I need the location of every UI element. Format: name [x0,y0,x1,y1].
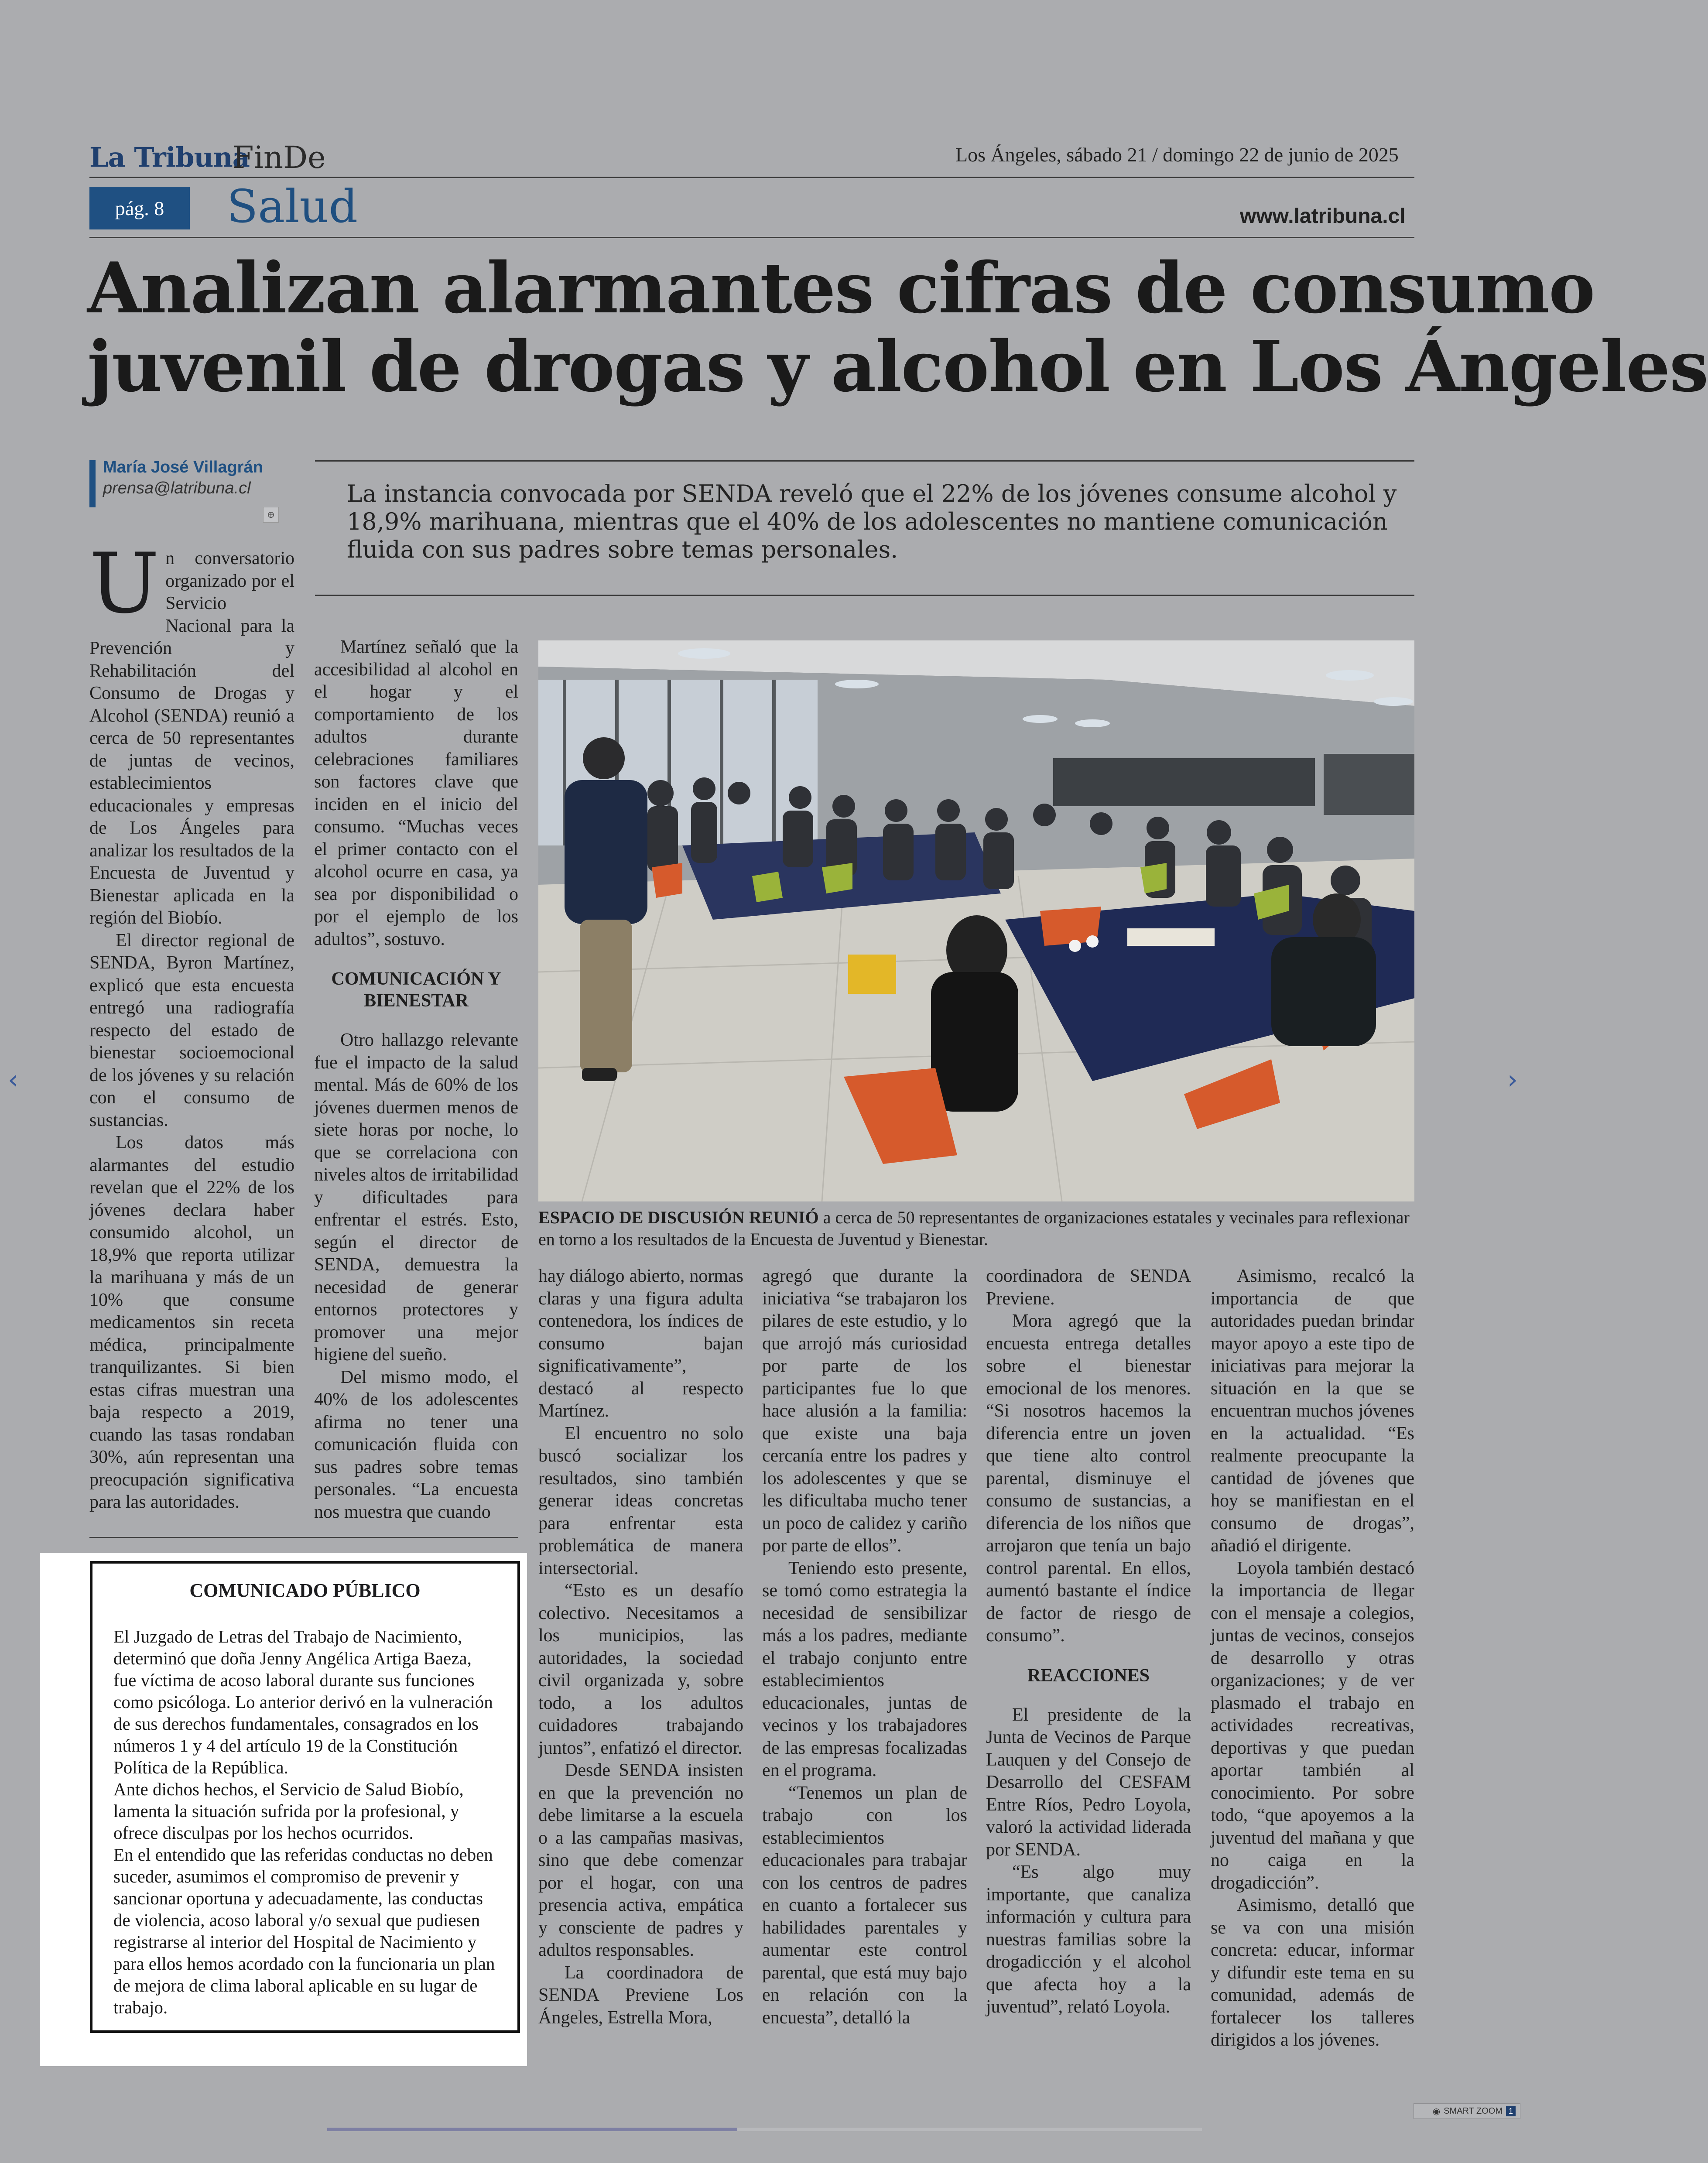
author-email[interactable]: prensa@latribuna.cl [103,479,251,497]
article-column-1: Un conversatorio organizado por el Servicio Nacional para la Prevención y Rehabilitación del Consumo de Drogas y Alcohol (SENDA) reunió a cerca de 50 representantes de juntas de vecinos, establecimientos educacionales y empresas de Los Ángeles para analizar los resultados de la Encuesta de Juventud y Bienestar aplicada en la región del Biobío. El director regional de SENDA, Byron Martínez, explicó que esta encuesta entregó una radiografía respecto del estado de bienestar socioemocional de los jóvenes y su relación con el consumo de sustancias. Los datos más alarmantes del estudio revelan que el 22% de los jóvenes declara haber consumido alcohol, un 18,9% que reporta utilizar la marihuana y más de un 10% que consume medicamentos sin receta médica, principalmente tranquilizantes. Si bien estas cifras muestran una baja respecto a 2019, cuando las tasas rondaban 30%, aún representan una preocupación significativa para las autoridades. [89,535,294,1512]
headline: Analizan alarmantes cifras de consumo juvenil de drogas y alcohol en Los Ángeles [87,247,1708,407]
lead-bottom-rule [315,595,1414,596]
masthead-rule [89,177,1414,178]
next-page-icon[interactable]: › [1507,1064,1518,1095]
article-column-5: coordinadora de SENDA Previene. Mora agregó que la encuesta entrega detalles sobre el bienestar emocional de los menores. “Si nosotros hacemos la diferencia entre un joven que tiene alto control parental, disminuye el consumo de sustancias, a diferencia de los niños que arrojaron que tenía un bajo control parental. En ellos, aumentó bastante el índice de factor de riesgo de consumo”. REACCIONES El presidente de la Junta de Vecinos de Parque Lauquen y del Consejo de Desarrollo del CESFAM Entre Ríos, Pedro Loyola, valoró la actividad liderada por SENDA. “Es algo muy importante, que canaliza información y cultura para nuestras familias sobre la drogadicción y el alcohol que afecta hoy a la juventud”, relató Loyola. [986,1266,1191,2017]
column-rule [89,1537,518,1538]
masthead [89,139,978,178]
scrollbar-thumb[interactable] [327,2128,737,2131]
supplement-name: FinDe [233,140,326,175]
logo: La Tribuna [89,141,250,173]
photo-caption: ESPACIO DE DISCUSIÓN REUNIÓ a cerca de 50 representantes de organizaciones estatales y vecinales para reflexionar en torno a los resultados de la Encuesta de Juventud y Bienestar. [538,1208,1410,1249]
section-rule [89,237,1414,238]
lead-top-rule [315,460,1414,462]
notice-title: COMUNICADO PÚBLICO [189,1580,421,1601]
dateline: Los Ángeles, sábado 21 / domingo 22 de junio de 2025 [955,144,1399,166]
eye-icon: ◉ [1432,2106,1441,2116]
byline-bar [89,460,96,507]
subhead-reacciones: REACCIONES [1027,1665,1150,1686]
drop-cap: U [89,535,160,632]
article-column-6: Asimismo, recalcó la importancia de que autoridades puedan brindar mayor apoyo a este tipo de iniciativas para mejorar la situación en la que se encuentran muchos jóvenes en la actualidad. “Es realmente preocupante la cantidad de jóvenes que hoy se manifiestan en el consumo de drogas”, añadió el dirigente. Loyola también destacó la importancia de llegar con el mensaje a colegios, juntas de vecinos, consejos de desarrollo y otras organizaciones; y de ver plasmado el trabajo en actividades recreativas, deportivas y que puedan aportar también al conocimiento. Por sobre todo, “que apoyemos a la juventud del mañana y que no caiga en la drogadicción”. Asimismo, detalló que se va con una misión concreta: educar, informar y difundir este tema en su comunidad, además de fortalecer los talleres dirigidos a los jóvenes. [1211,1266,1414,2050]
lead-paragraph: La instancia convocada por SENDA reveló que el 22% de los jóvenes consume alcohol y 18,9% marihuana, mientras que el 40% de los adolescentes no mantiene comunicación fluida con sus padres sobre temas personales. [347,480,1397,563]
subhead-comunicacion: COMUNICACIÓN Y BIENESTAR [331,969,501,1011]
page-indicator: 1 [1506,2106,1516,2116]
section-title: Salud [227,180,358,233]
link-icon[interactable]: ⊕ [263,507,279,523]
article-column-4: agregó que durante la iniciativa “se trabajaron los pilares de este estudio, y lo que arrojó más curiosidad por parte de los participantes fue lo que hace alusión a la familia: que existe una baja cercanía entre los padres y los adolescentes y que se les dificultaba mucho tener un poco de calidez y cariño por parte de ellos”. Teniendo esto presente, se tomó como estrategia la necesidad de sensibilizar más a los padres, mediante el trabajo conjunto entre establecimientos educacionales, juntas de vecinos y los trabajadores de las empresas focalizadas en el programa. “Tenemos un plan de trabajo con los establecimientos educacionales para trabajar con los centros de padres en cuanto a fortalecer sus habilidades parentales y aumentar este control parental, que está muy bajo en relación con la encuesta”, detalló la [762,1266,967,2028]
article-photo [538,640,1414,1201]
public-notice [90,1561,520,2033]
article-column-3: hay diálogo abierto, normas claras y una figura adulta contenedora, los índices de consumo bajan significativamente”, destacó al respecto Martínez. El encuentro no solo buscó socializar los resultados, sino también generar ideas concretas para enfrentar esta problemática de manera intersectorial. “Esto es un desafío colectivo. Necesitamos a los municipios, las autoridades, la sociedad civil organizada y, sobre todo, a los adultos cuidadores trabajando juntos”, enfatizó el director. Desde SENDA insisten en que la prevención no debe limitarse a la escuela o a las campañas masivas, sino que debe comenzar por el hogar, con una presencia activa, empática y consciente de padres y adultos responsables. La coordinadora de SENDA Previene Los Ángeles, Estrella Mora, [538,1266,743,2028]
smart-zoom-button[interactable] [1414,2103,1520,2119]
previous-page-icon[interactable]: ‹ [8,1064,18,1095]
website-link[interactable]: www.latribuna.cl [1240,205,1406,228]
article-column-2: Martínez señaló que la accesibilidad al alcohol en el hogar y el comportamiento de los adultos durante celebraciones familiares son factores clave que inciden en el inicio del consumo. “Muchas veces el primer contacto con el alcohol ocurre en casa, ya sea por disponibilidad o por el ejemplo de los adultos”, sostuvo. COMUNICACIÓN Y BIENESTAR Otro hallazgo relevante fue el impacto de la salud mental. Más de 60% de los jóvenes duermen menos de siete horas por noche, lo que se correlaciona con niveles altos de irritabilidad y dificultades para enfrentar el estrés. Esto, según el director de SENDA, demuestra la necesidad de generar entornos protectores y promover una mejor higiene del sueño. Del mismo modo, el 40% de los adolescentes afirma no tener una comunicación fluida con sus padres sobre temas personales. “La encuesta nos muestra que cuando [314,637,518,1522]
zoom-label: SMART ZOOM [1444,2106,1503,2116]
author-name: María José Villagrán [103,458,263,476]
page-number-badge: pág. 8 [89,187,190,229]
notice-body: El Juzgado de Letras del Trabajo de Nacimiento, determinó que doña Jenny Angélica Artiga Baeza, fue víctima de acoso laboral durante sus funciones como psicóloga. Lo anterior derivó en la vulneración de sus derechos fundamentales, consagrados en los números 1 y 4 del artículo 19 de la Constitución Política de la República. Ante dichos hechos, el Servicio de Salud Biobío, lamenta la situación sufrida por la profesional, y ofrece disculpas por los hechos ocurridos. En el entendido que las referidas conductas no deben suceder, asumimos el compromiso de prevenir y sancionar oportuna y adecuadamente, las conductas de violencia, acoso laboral y/o sexual que pudiesen registrarse al interior del Hospital de Nacimiento y para ellos hemos acordado con la funcionaria un plan de mejora de clima laboral aplicable en su lugar de trabajo. [113,1626,495,2017]
